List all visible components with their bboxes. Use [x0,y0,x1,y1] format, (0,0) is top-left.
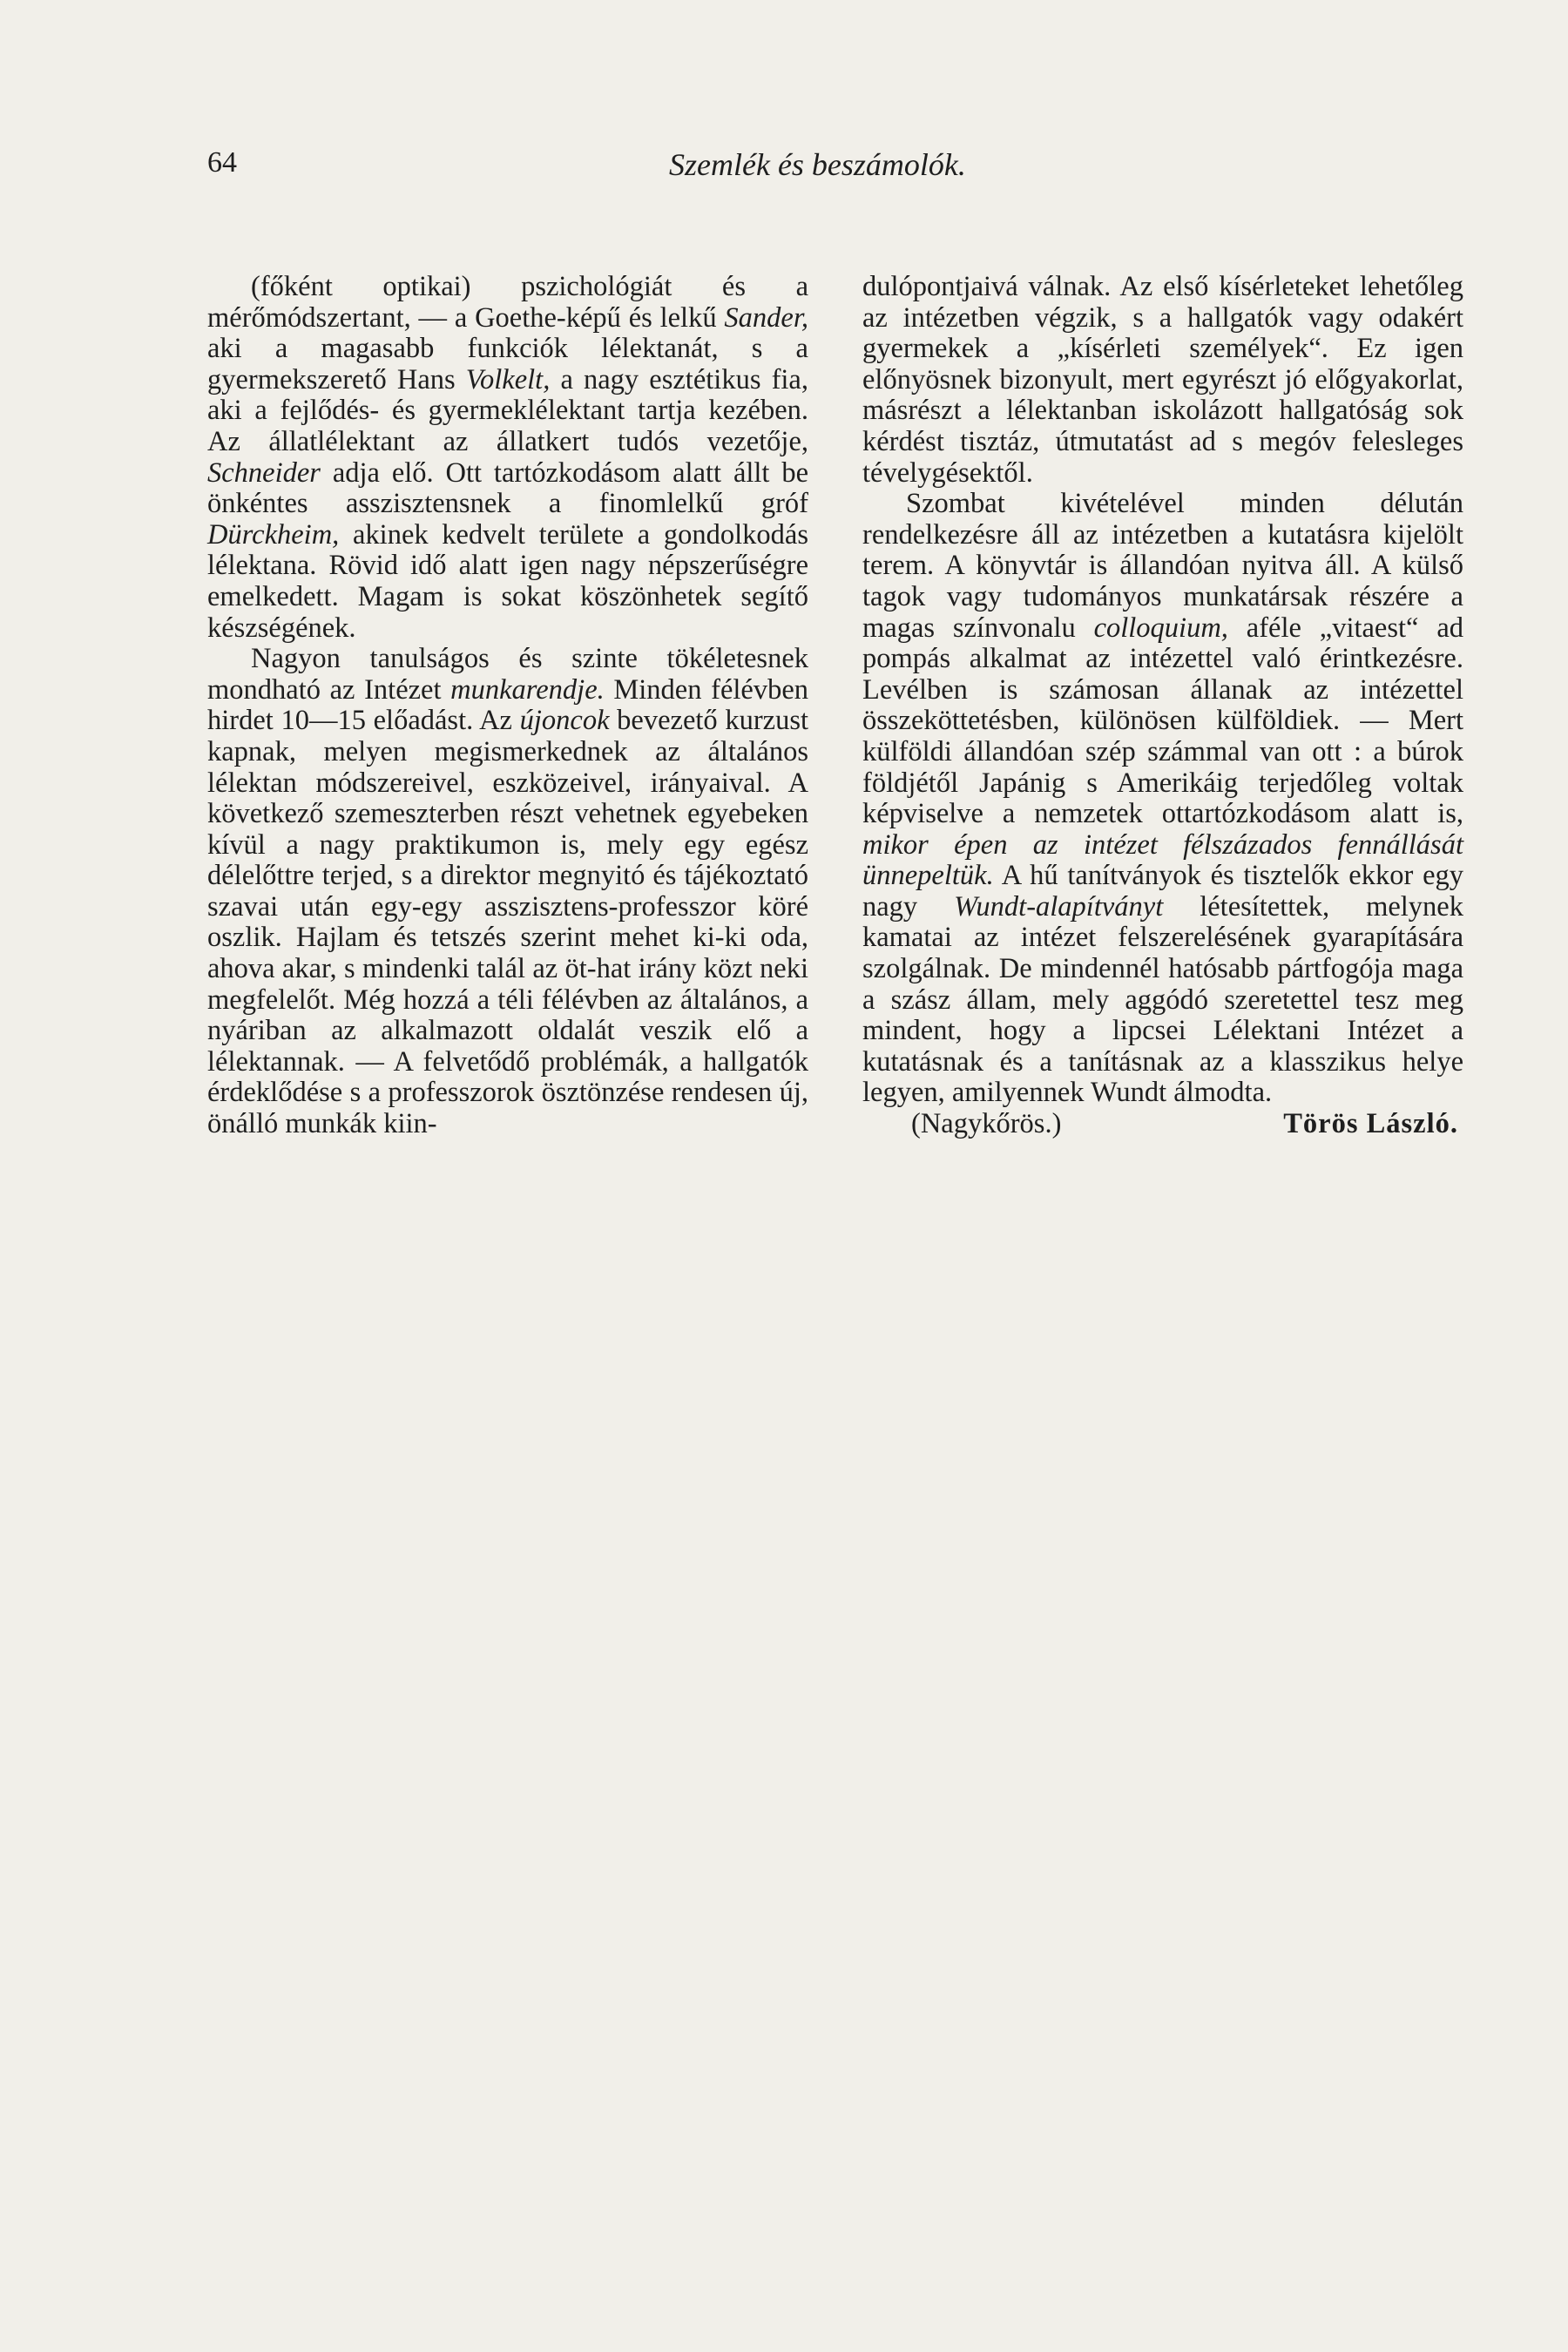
right-column [862,272,1463,1140]
text-segment: dulópontjaivá válnak. Az első kísérleteket lehetőleg az intézetben végzik, s a hallgatók vagy odakért gyermekek a „kísérleti személyek“. Ez igen előnyösnek bizonyult, mert egyrészt jó előgyakorlat, másrészt a lélektanban iskolázott hallgatóság sok kérdést tisztáz, útmutatást ad s megóv felesleges tévelygésektől. [862,271,1463,489]
running-title: Szemlék és beszámolók. [669,147,966,182]
italic-name-durckheim: Dürckheim, [207,518,340,551]
signature-author: Törös László. [1283,1108,1458,1140]
text-segment: a nagy esztétikus fia, aki a fejlődés- és gyermeklélektant tartja kezében. Az állatlélektant az állatkert tudós vezetője, [207,363,808,457]
italic-term-ujoncok: újoncok [519,705,610,737]
text-segment: bevezető kurzust kapnak, melyen megismerkednek az általános lélektan módszereivel, eszközeivel, irányaival. A következő szemeszterben részt vehetnek egyebeken kívül a nagy praktikumon is, mely egy egész délelőttre terjed, s a direktor megnyitó és tájékoztató szavai után egy-egy asszisztens-professzor köré oszlik. Hajlam és tetszés szerint mehet ki-ki oda, ahova akar, s mindenki talál az öt-hat irány közt neki megfelelőt. Még hozzá a téli félévben az általános, a nyáriban az alkalmazott oldalát veszik elő a lélektannak. — A felvetődő problémák, a hallgatók érdeklődése s a professzorok ösztönzése rendesen új, önálló munkák kiin- [207,705,808,1140]
signature-place: (Nagykőrös.) [911,1108,1062,1140]
italic-term-wundt-alapitvany: Wundt-alapítványt [954,890,1164,923]
text-segment: adja elő. Ott tartózkodásom alatt állt be önkéntes asszisztensnek a finomlelkű gróf [207,456,808,520]
page-number: 64 [207,146,237,179]
italic-name-schneider: Schneider [207,456,321,489]
left-paragraph-1 [207,272,808,644]
italic-term-colloquium: colloquium, [1093,612,1228,644]
text-segment: aféle „vitaest“ ad pompás alkalmat az intézettel való érintkezésre. Levélben is számosan állanak az intézettel összeköttetésben, különösen külföldiek. — Mert külföldi állandóan szép számmal van ott : a búrok földjétől Japánig s Amerikáig terjedőleg voltak képviselve a nemzetek ottartózkodásom alatt is, [862,612,1463,830]
italic-name-sander: Sander, [724,301,808,334]
italic-term-munkarendje: munkarendje. [450,673,605,706]
text-segment: aki a magasabb funkciók lélektanát, s a gyermekszerető Hans [207,333,808,395]
text-segment: Szombat kivételével minden délután rendelkezésre áll az intézetben a kutatásra kijelölt terem. A könyvtár is állandóan nyitva áll. A külső tagok vagy tudományos munkatársak részére a magas színvonalu [862,488,1463,644]
italic-phrase-anniversary: mikor épen az intézet félszázados fennállását ünnepeltük. [862,828,1463,892]
left-paragraph-2 [207,644,808,1140]
signature-line [862,1109,1463,1140]
left-column [207,272,808,1140]
right-paragraph-1 [862,272,1463,489]
text-segment: Nagyon tanulságos és szinte tökéletesnek mondható az Intézet [207,643,808,706]
text-segment: (főként optikai) pszichológiát és a mérőmódszertant, — a Goethe-képű és lelkű [207,271,808,334]
text-segment: A hű tanítványok és tisztelők ekkor egy nagy [862,860,1463,923]
text-segment: akinek kedvelt területe a gondolkodás lélektana. Rövid idő alatt igen nagy népszerűségre emelkedett. Magam is sokat köszönhetek segítő készségének. [207,518,808,644]
text-segment: létesítettek, melynek kamatai az intézet felszerelésének gyarapítására szolgálnak. De mindennél hatósabb pártfogója maga a szász állam, mely aggódó szeretettel tesz meg mindent, hogy a lipcsei Lélektani Intézet a kutatásnak és a tanításnak az a klasszikus helye legyen, amilyennek Wundt álmodta. [862,890,1463,1109]
text-segment: Minden félévben hirdet 10—15 előadást. Az [207,673,808,737]
italic-name-volkelt: Volkelt, [465,363,551,395]
right-paragraph-2 [862,489,1463,1109]
page-header [207,146,1366,199]
